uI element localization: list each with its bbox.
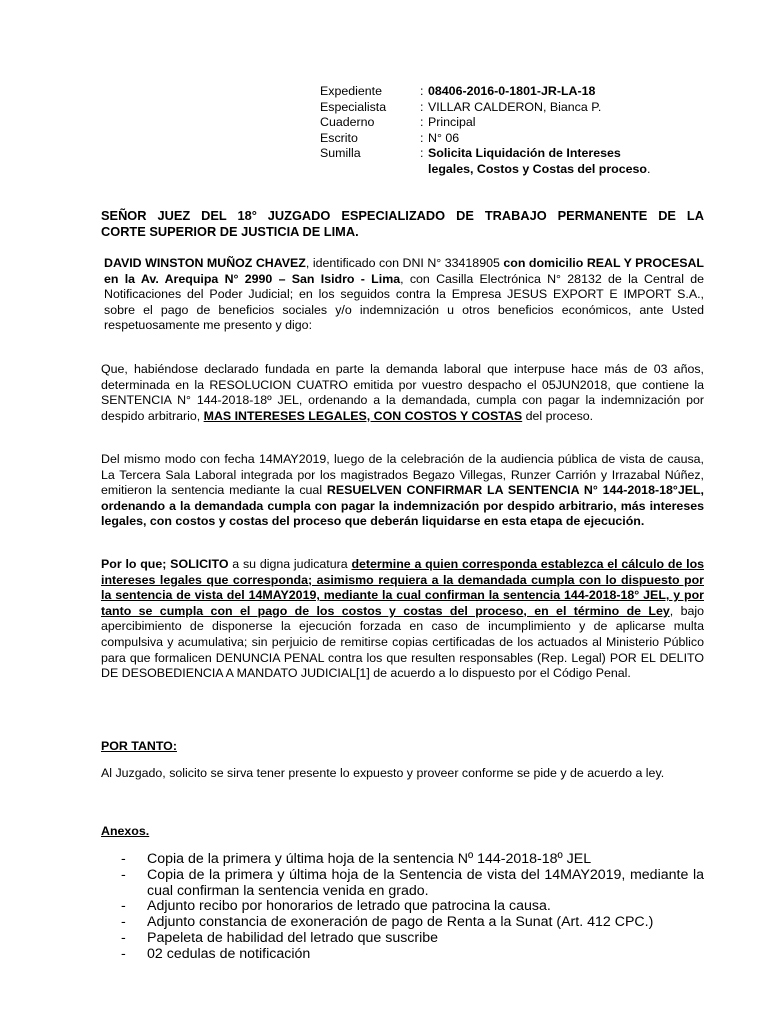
addressee-line2: CORTE SUPERIOR DE JUSTICIA DE LIMA. [101,224,359,240]
header-value: N° 06 [428,130,460,145]
header-row-sumilla [320,146,728,162]
list-item [101,931,704,947]
p1-text-2: del proceso. [522,408,594,423]
header-colon: : [420,130,424,145]
header-key: Cuaderno [320,115,375,130]
case-header [320,84,728,178]
p2-emphasis: RESUELVEN CONFIRMAR LA SENTENCIA N° 144-2018-18°JEL, ordenando a la demandada cumpla con pagar la indemnización por despido arbitrario, más intereses legales, con costos y costas del proceso que deberán liquidarse en esta etapa de ejecución. [101,483,704,529]
header-value: VILLAR CALDERON, Bianca P. [428,99,602,114]
addressee-line1: SEÑOR JUEZ DEL 18° JUZGADO ESPECIALIZADO DE TRABAJO PERMANENTE DE LA [101,208,704,223]
header-key: Escrito [320,130,358,145]
header-row-expediente [320,84,728,100]
list-item-text: Copia de la primera y última hoja de la Sentencia de vista del 14MAY2019, mediante la cual confirman la sentencia venida en grado. [147,866,704,899]
intro-text-1: , identificado con DNI N° 33418905 [305,256,504,270]
header-key: Especialista [320,99,387,114]
header-row-sumilla-cont [320,162,728,178]
list-item [101,915,704,931]
p3-text-2: , bajo apercibimiento de disponerse la ejecución forzada en caso de incumplimiento y de aplicarse multa compulsiva y acumulativa; sin perjuicio de remitirse copias certificadas de los actuados al Ministerio Público para que formalicen DENUNCIA PENAL contra los que resulten responsables (Rep. Legal) POR EL DELITO DE DESOBEDIENCIA A MANDATO JUDICIAL[1] de acuerdo a lo dispuesto por el Código Penal. [101,603,704,681]
paragraph-2 [101,452,704,530]
list-item-text: 02 cedulas de notificación [147,945,311,962]
sumilla-period: . [646,161,651,176]
header-row-escrito [320,131,728,147]
paragraph-3 [101,557,704,682]
header-key: Sumilla [320,146,361,161]
header-colon: : [420,84,424,98]
list-item-text: Adjunto constancia de exoneración de pago de Renta a la Sunat (Art. 412 CPC.) [147,914,654,931]
petitioner-name: DAVID WINSTON MUÑOZ CHAVEZ [104,256,306,270]
header-row-especialista [320,100,728,116]
list-item [101,868,704,900]
list-dash: - [121,914,126,931]
list-item [101,899,704,915]
header-colon: : [420,99,424,114]
sumilla-continuation [428,162,728,178]
list-item-text: Copia de la primera y última hoja de la sentencia Nº 144-2018-18º JEL [147,851,592,867]
paragraph-1 [101,362,704,424]
header-row-cuaderno [320,115,728,131]
p2-text-1: Del mismo modo con fecha 14MAY2019, luego de la celebración de la audiencia pública de vista de causa, La Tercera Sala Laboral integrada por los magistrados Begazo Villegas, Runzer Carrión y Irrazabal Núñez, emitieron la sentencia mediante la cual [101,452,704,498]
p3-emphasis: determine a quien corresponda establezca el cálculo de los intereses legales que corresponda; asimismo requiera a la demandada cumpla con lo dispuesto por la sentencia de vista del 14MAY2019, mediante la cual confirman la sentencia 144-2018-18° JEL, y por tanto se cumpla con el pago de los costos y costas del proceso, en el término de Ley [101,557,705,618]
p3-lead: Por lo que; SOLICITO [101,557,229,571]
intro-text-2: , con Casilla Electrónica N° 28132 de la Central de Notificaciones del Poder Judicial; en los seguidos contra la Empresa JESUS EXPORT E IMPORT S.A., sobre el pago de beneficios sociales y/o indemnización u otros beneficios económicos, ante Usted respetuosamente me presento y digo: [104,271,705,333]
header-colon: : [420,115,424,130]
domicilio-text: con domicilio REAL Y PROCESAL en la Av. Arequipa N° 2990 – San Isidro - Lima [104,256,704,286]
addressee [101,208,704,240]
por-tanto-text: Al Juzgado, solicito se sirva tener presente lo expuesto y proveer conforme se pide y de acuerdo a ley. [101,766,665,780]
intro-paragraph [104,256,704,334]
header-key: Expediente [320,84,383,98]
sumilla-line2: legales, Costos y Costas del proceso [428,161,647,176]
p3-text-1: a su digna judicatura [228,557,352,571]
header-value: Solicita Liquidación de Intereses [428,146,621,161]
annex-list [101,852,704,963]
por-tanto-heading: POR TANTO: [101,739,177,753]
list-dash: - [121,945,126,962]
list-dash: - [121,866,126,883]
header-value: 08406-2016-0-1801-JR-LA-18 [428,84,596,98]
list-item-text: Adjunto recibo por honorarios de letrado que patrocina la causa. [147,898,551,915]
anexos-heading: Anexos. [101,824,150,838]
list-item [101,947,704,963]
p1-emphasis: MAS INTERESES LEGALES, CON COSTOS Y COSTAS [203,408,523,423]
list-dash: - [121,898,126,915]
list-dash: - [121,929,126,946]
list-dash: - [121,851,126,867]
list-item-text: Papeleta de habilidad del letrado que suscribe [147,929,439,946]
header-value: Principal [428,115,476,130]
p1-text-1: Que, habiéndose declarado fundada en parte la demanda laboral que interpuse hace más de 03 años, determinada en la RESOLUCION CUATRO emitida por vuestro despacho el 05JUN2018, que contiene la SENTENCIA N° 144-2018-18º JEL, ordenando a la demandada, cumpla con pagar la indemnización por despido arbitrario, [101,362,704,423]
header-colon: : [420,146,424,161]
list-item [101,852,704,868]
